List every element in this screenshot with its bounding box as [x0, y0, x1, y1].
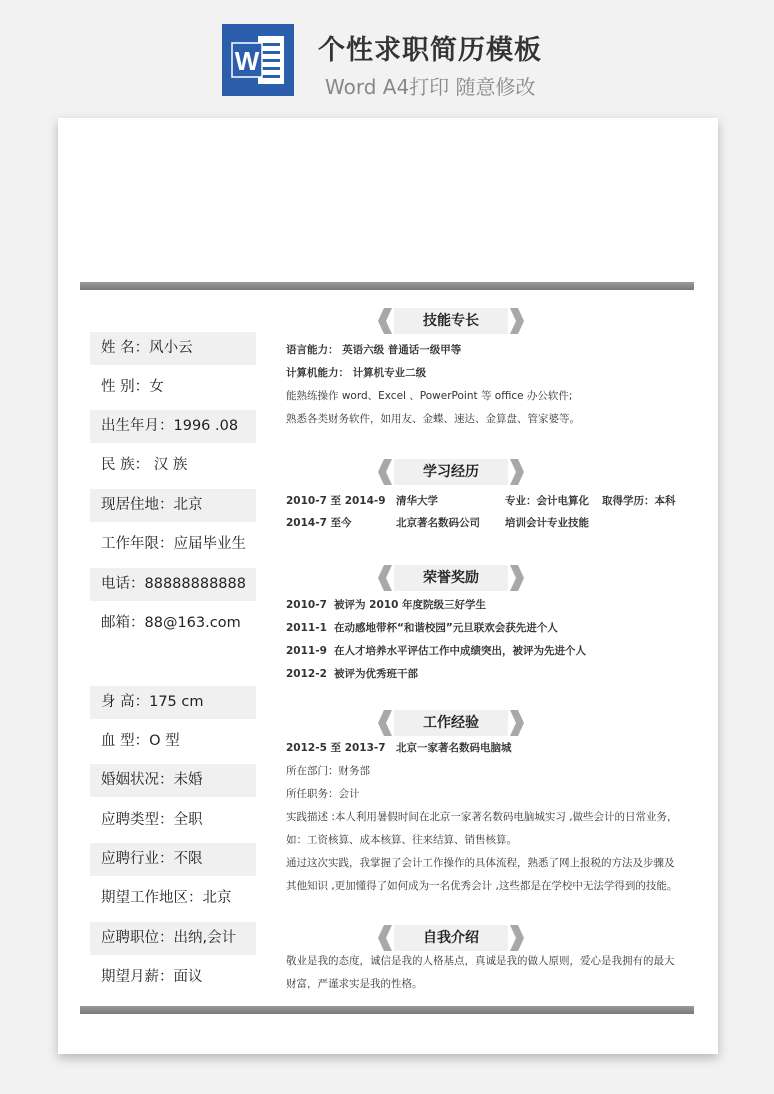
right-chevron-icon: [508, 565, 524, 591]
edu-org: 北京著名数码公司: [396, 517, 480, 529]
svg-text:W: W: [234, 46, 260, 76]
phone-field: 电话：88888888888: [90, 568, 256, 601]
name-field: 姓 名：风小云: [90, 332, 256, 365]
left-chevron-icon: [378, 459, 394, 485]
ethnicity-field: 民 族： 汉 族: [101, 457, 188, 473]
birth-field: 出生年月：1996 .08: [90, 410, 256, 443]
honor-text: 被评为优秀班干部: [334, 668, 418, 680]
page-header: [0, 0, 774, 110]
honor-date: 2011-9: [286, 645, 327, 657]
honor-date: 2012-2: [286, 668, 327, 680]
marital-field: 婚姻状况：未婚: [90, 764, 256, 797]
skill-line: 语言能力： 英语六级 普通话一级甲等: [286, 344, 462, 356]
page-title: 个性求职简历模板: [318, 35, 542, 66]
work-line: 通过这次实践，我掌握了会计工作操作的具体流程，熟悉了网上报税的方法及步骤及: [286, 857, 675, 869]
page-subtitle: Word A4打印 随意修改: [325, 75, 536, 99]
skill-line: 能熟练操作 word、Excel 、PowerPoint 等 office 办公软件;: [286, 390, 573, 402]
section-heading-work: 工作经验: [378, 710, 524, 736]
position-field: 应聘职位：出纳,会计: [90, 922, 256, 955]
work-line: 实践描述 :本人利用暑假时间在北京一家著名数码电脑城实习 ,做些会计的日常业务，: [286, 811, 678, 823]
honor-text: 被评为 2010 年度院级三好学生: [334, 599, 487, 611]
location-field: 期望工作地区：北京: [101, 890, 232, 906]
left-chevron-icon: [378, 565, 394, 591]
skill-line: 计算机能力： 计算机专业二级: [286, 367, 427, 379]
edu-degree: 取得学历：本科: [602, 495, 676, 507]
right-chevron-icon: [508, 459, 524, 485]
right-chevron-icon: [508, 925, 524, 951]
about-line: 财富，严谨求实是我的性格。: [286, 978, 423, 990]
right-chevron-icon: [508, 710, 524, 736]
honor-text: 在人才培养水平评估工作中成绩突出，被评为先进个人: [334, 645, 586, 657]
edu-major: 专业：会计电算化: [505, 495, 589, 507]
section-heading-honors: 荣誉奖励: [378, 565, 524, 591]
left-chevron-icon: [378, 308, 394, 334]
honor-date: 2011-1: [286, 622, 327, 634]
work-period: 2012-5 至 2013-7: [286, 742, 386, 754]
work-line: 如：工资核算、成本核算、往来结算、销售核算。: [286, 834, 517, 846]
honor-text: 在动感地带杯“和谐校园”元旦联欢会获先进个人: [334, 622, 558, 634]
work-line: 其他知识 ,更加懂得了如何成为一名优秀会计 ,这些都是在学校中无法学得到的技能。: [286, 880, 678, 892]
right-chevron-icon: [508, 308, 524, 334]
edu-date: 2010-7 至 2014-9: [286, 495, 386, 507]
edu-major: 培训会计专业技能: [505, 517, 589, 529]
job-type-field: 应聘类型：全职: [101, 812, 203, 828]
edu-date: 2014-7 至今: [286, 517, 352, 529]
top-divider-bar: [80, 282, 694, 290]
section-heading-about: 自我介绍: [378, 925, 524, 951]
edu-org: 清华大学: [396, 495, 438, 507]
email-field: 邮箱：88@163.com: [101, 615, 241, 631]
section-heading-education: 学习经历: [378, 459, 524, 485]
left-chevron-icon: [378, 925, 394, 951]
word-icon: [222, 24, 294, 96]
resume-page: [58, 118, 718, 1054]
work-line: 所任职务：会计: [286, 788, 360, 800]
left-chevron-icon: [378, 710, 394, 736]
section-heading-skills: 技能专长: [378, 308, 524, 334]
work-line: 所在部门：财务部: [286, 765, 370, 777]
gender-field: 性 别：女: [101, 379, 164, 395]
bottom-divider-bar: [80, 1006, 694, 1014]
work-years-field: 工作年限：应届毕业生: [101, 536, 246, 552]
honor-date: 2010-7: [286, 599, 327, 611]
industry-field: 应聘行业：不限: [90, 843, 256, 876]
height-field: 身 高：175 cm: [90, 686, 256, 719]
residence-field: 现居住地：北京: [90, 489, 256, 522]
skill-line: 熟悉各类财务软件，如用友、金蝶、速达、金算盘、管家婆等。: [286, 413, 580, 425]
salary-field: 期望月薪：面议: [101, 969, 203, 985]
blood-type-field: 血 型：O 型: [101, 733, 180, 749]
about-line: 敬业是我的态度，诚信是我的人格基点，真诚是我的做人原则，爱心是我拥有的最大: [286, 955, 675, 967]
work-company: 北京一家著名数码电脑城: [396, 742, 512, 754]
